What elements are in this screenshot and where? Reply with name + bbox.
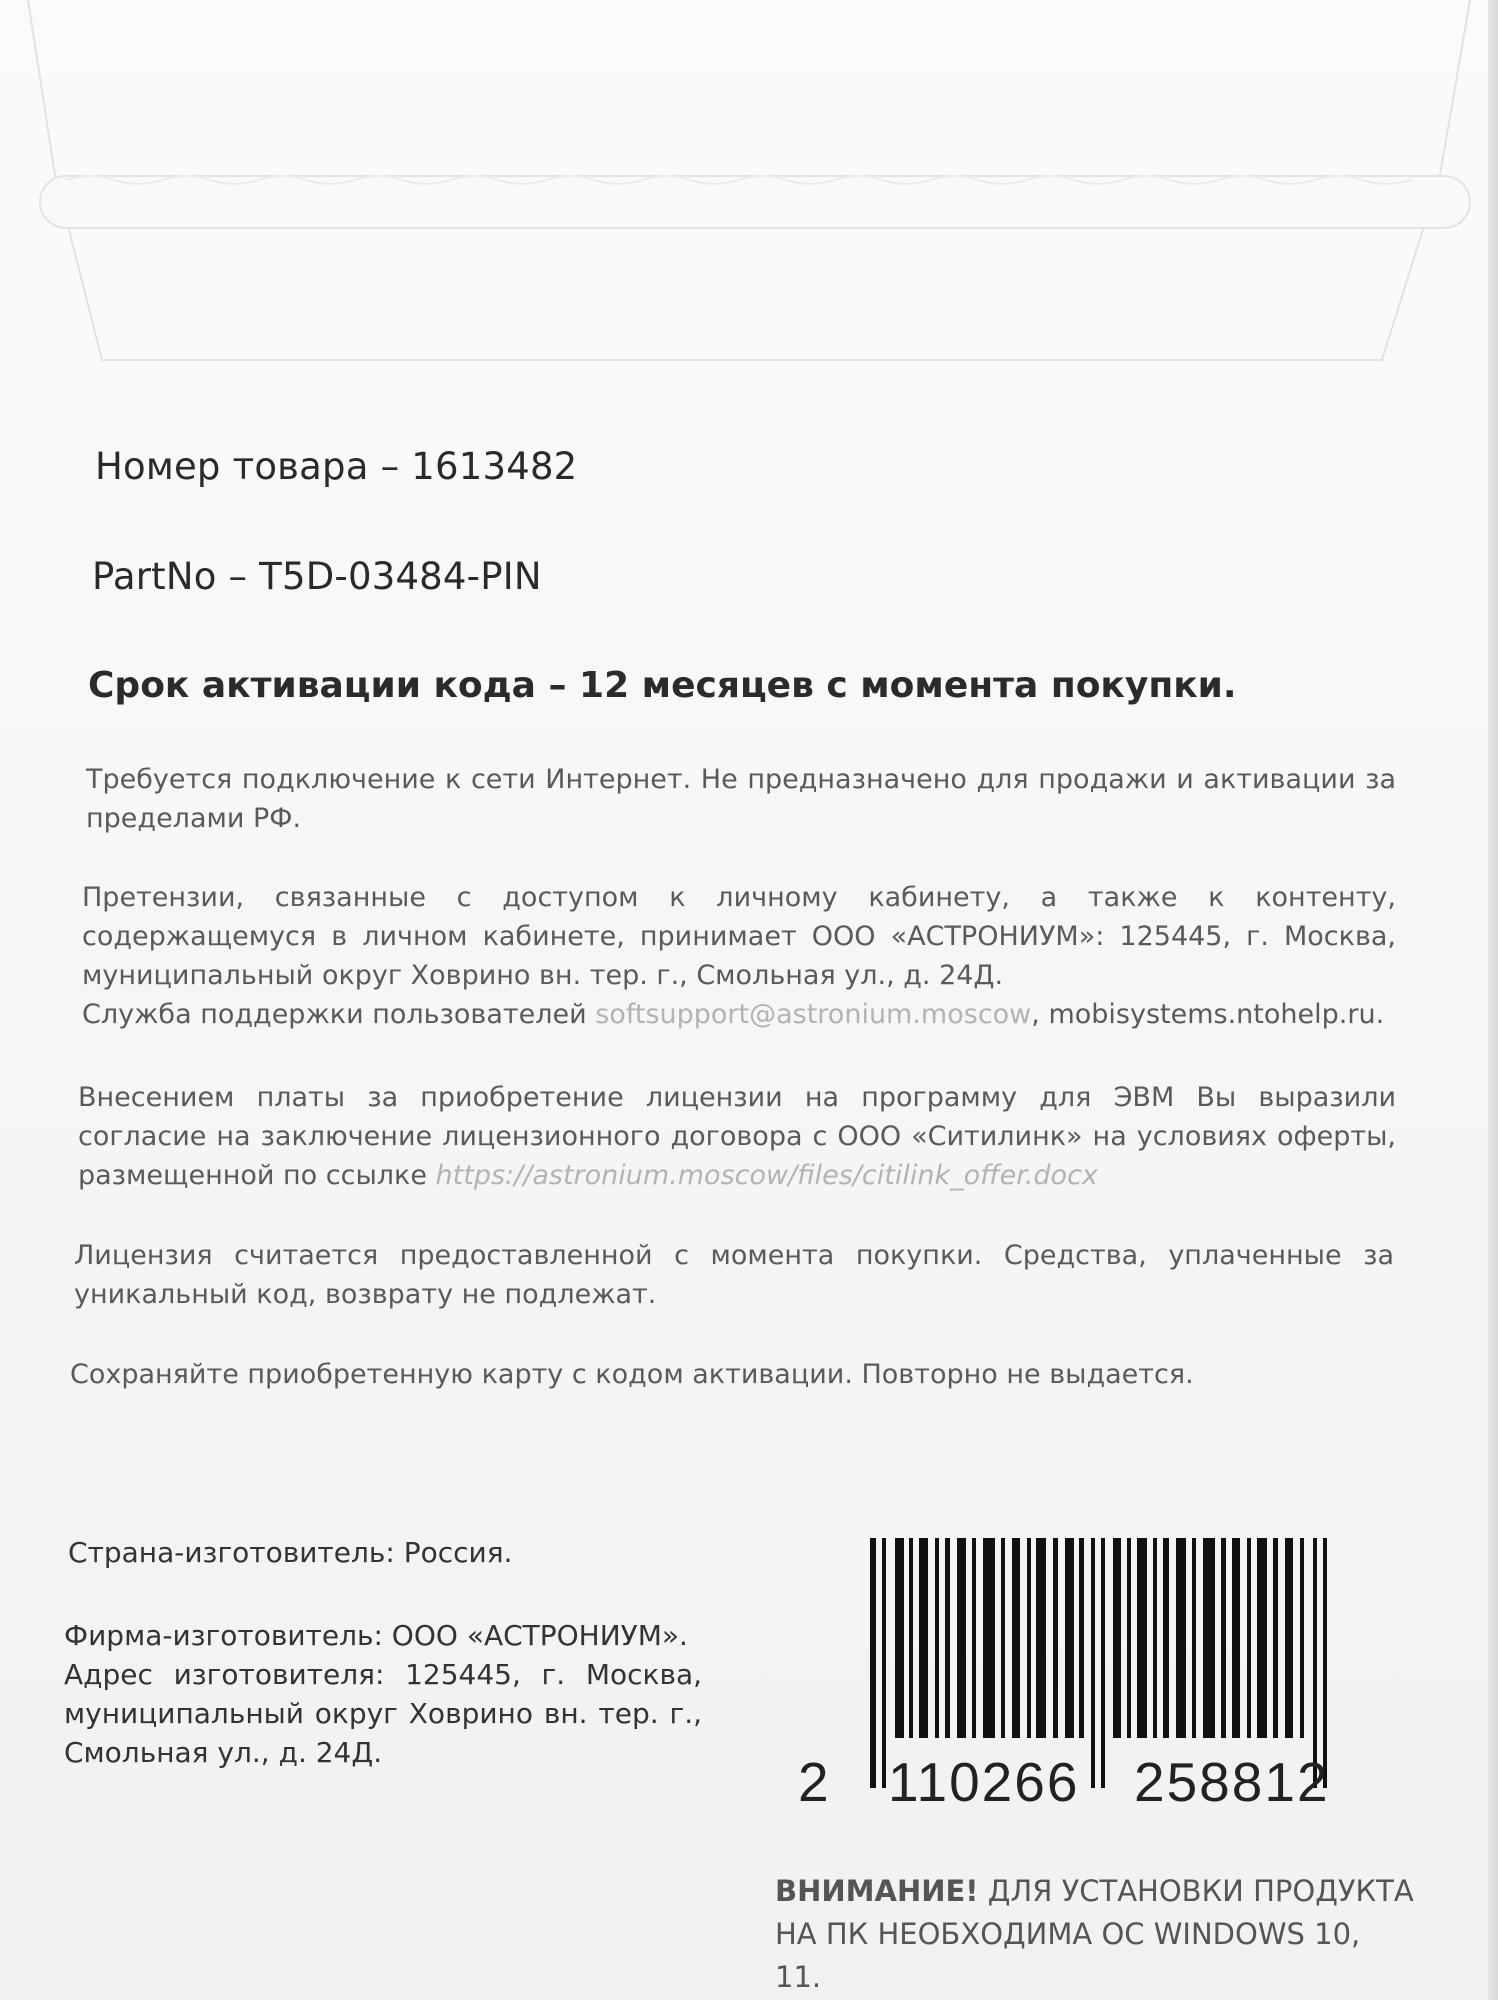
license-note [78,1078,1396,1195]
system-requirements-warning [775,1870,1415,1999]
license-offer-link[interactable]: https://astronium.moscow/files/citilink_offer.docx [435,1160,1098,1191]
support-site-link[interactable]: mobisystems.ntohelp.ru [1048,999,1376,1030]
support-separator: , [1031,999,1049,1030]
barcode-digit-first: 2 [798,1751,831,1813]
manufacturer-country: Страна-изготовитель: Россия. [68,1536,513,1569]
barcode-digits-left: 110266 [888,1751,1080,1813]
manufacturer-company: Фирма-изготовитель: ООО «АСТРОНИУМ». [64,1619,688,1652]
tear-strip[interactable] [40,176,1470,228]
support-prefix: Служба поддержки пользователей [82,999,596,1030]
refund-note: Лицензия считается предоставленной с момента покупки. Средства, уплаченные за уникальный код, возврату не подлежат. [74,1240,1394,1310]
barcode-digits-right: 258812 [1134,1751,1330,1813]
manufacturer-info [64,1616,702,1772]
item-number: Номер товара – 1613482 [95,445,578,488]
claims-text: Претензии, связанные с доступом к личному кабинету, а также к контенту, содержащемуся в личном кабинете, принимает ООО «АСТРОНИУМ»: 125445, г. Москва, муниципальный округ Ховрино вн. тер. г., Смольная ул., д. 24Д. [82,882,1396,991]
manufacturer-address: Адрес изготовителя: 125445, г. Москва, муниципальный округ Ховрино вн. тер. г., Смольная ул., д. 24Д. [64,1658,702,1769]
warning-line1: ДЛЯ УСТАНОВКИ ПРОДУКТА [978,1874,1414,1908]
envelope-flap [0,0,1498,380]
claims-note [82,878,1396,1034]
support-end: . [1375,999,1385,1030]
activation-term: Срок активации кода – 12 месяцев с момента покупки. [88,665,1237,706]
support-email-link[interactable]: softsupport@astronium.moscow [595,999,1032,1030]
license-text: Внесением платы за приобретение лицензии на программу для ЭВМ Вы выразили согласие на заключение лицензионного договора с ООО «Ситилинк» на условиях оферты, размещенной по ссылке [78,1082,1396,1191]
warning-label: ВНИМАНИЕ! [775,1874,979,1908]
keep-card-note: Сохраняйте приобретенную карту с кодом активации. Повторно не выдается. [70,1359,1194,1390]
warning-line2: НА ПК НЕОБХОДИМА ОС WINDOWS 10, 11. [775,1917,1361,1994]
internet-note: Требуется подключение к сети Интернет. Не предназначено для продажи и активации за пределами РФ. [86,764,1396,834]
part-number: PartNo – T5D-03484-PIN [92,555,542,598]
